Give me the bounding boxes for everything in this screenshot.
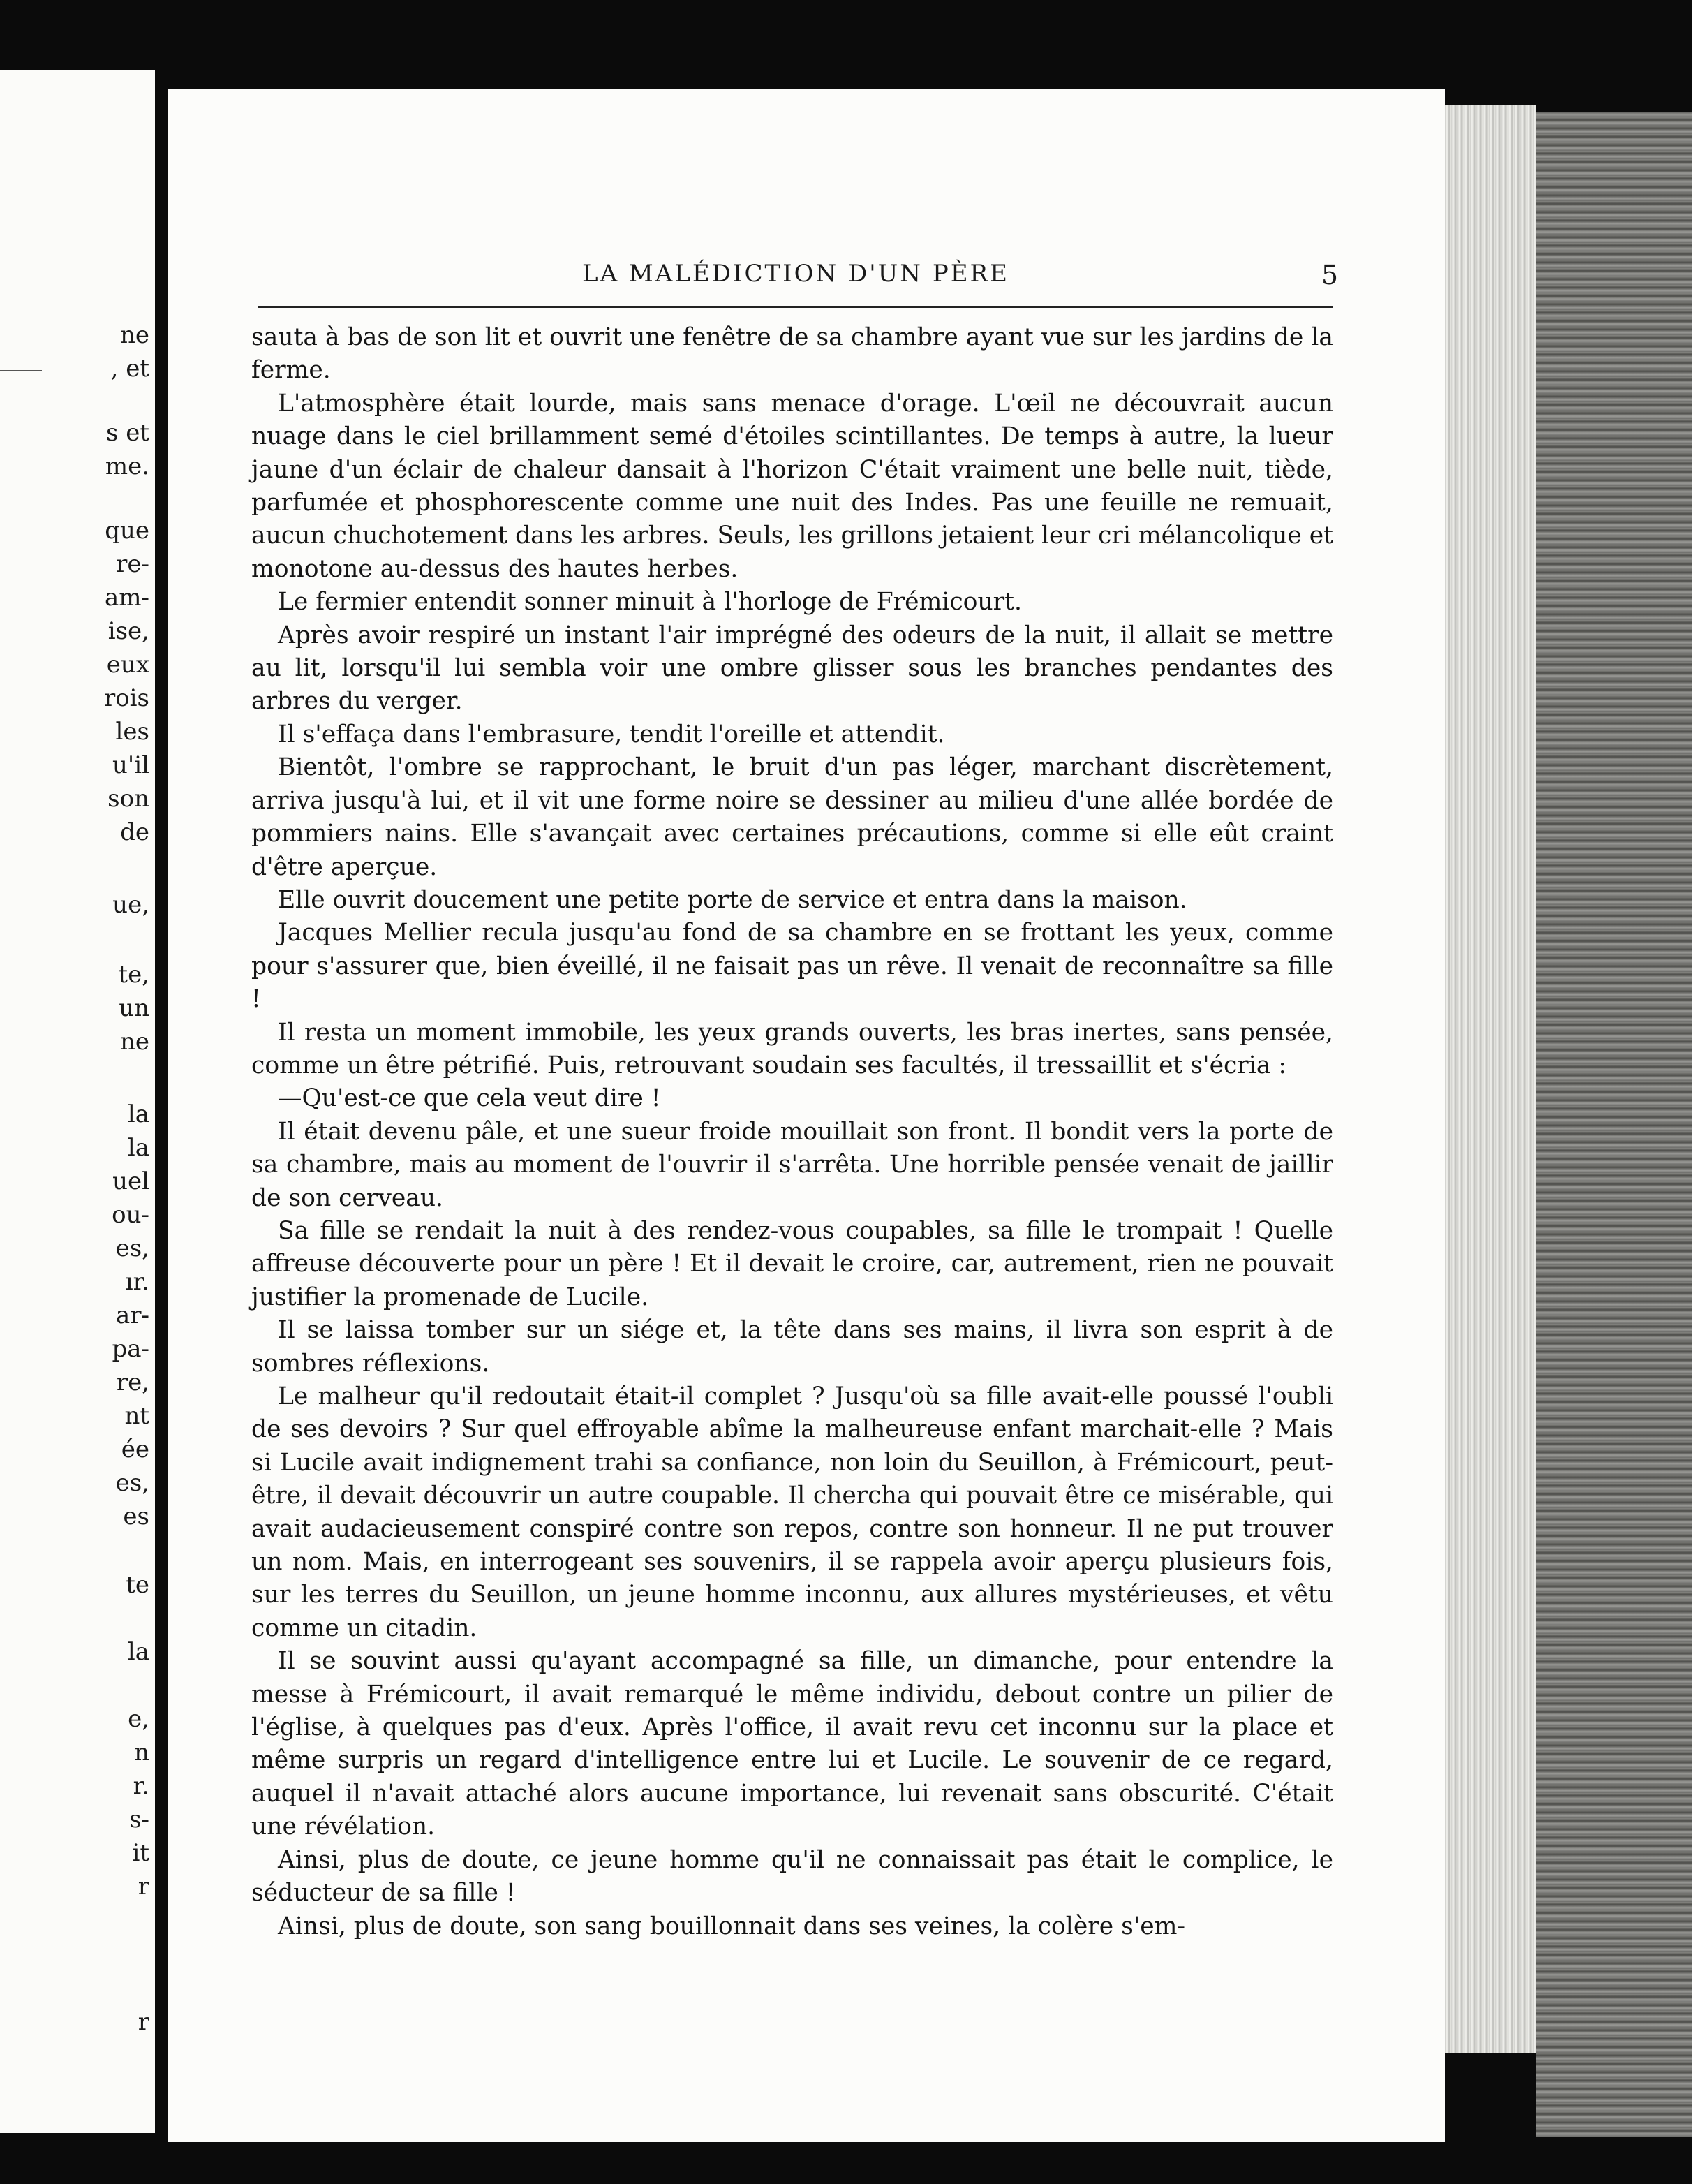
page-number: 5 (1321, 260, 1340, 290)
previous-page-fragment: ır. (125, 1268, 149, 1296)
previous-page-fragment: es, (115, 1469, 149, 1497)
paragraph: Ainsi, plus de doute, ce jeune homme qu'il ne connaissait pas était le complice, le séducteur de sa fille ! (251, 1845, 1333, 1908)
previous-page-fragment: s et (105, 419, 149, 447)
paragraph: Elle ouvrit doucement une petite porte de service et entra dans la maison. (277, 885, 1187, 914)
paragraph: Il se laissa tomber sur un siége et, la tête dans ses mains, il livra son esprit à de sombres réflexions. (251, 1316, 1333, 1378)
previous-page-fragment: r (138, 2008, 149, 2036)
previous-page-fragment: ne (119, 1028, 149, 1056)
running-title: LA MALÉDICTION D'UN PÈRE (582, 260, 1009, 288)
previous-page-fragment: nt (124, 1402, 149, 1430)
previous-page-fragment: u'il (112, 751, 149, 779)
previous-page-fragment: que (105, 517, 149, 545)
page-edges (1445, 105, 1536, 2053)
paragraph: Après avoir respiré un instant l'air imprégné des odeurs de la nuit, il allait se mettre au lit, lorsqu'il lui sembla voir une ombre glisser sous les branches pendantes des arbres du verger. (251, 621, 1333, 716)
previous-page-fragment: te, (118, 961, 149, 989)
previous-page-strip (0, 70, 155, 2133)
previous-page-fragment: ne (119, 321, 149, 349)
paragraph: Le malheur qu'il redoutait était-il complet ? Jusqu'où sa fille avait-elle poussé l'oubli de ses devoirs ? Sur quel effroyable abîme la malheureuse enfant marchait-elle ? Mais si Lucile avait indignement trahi sa confiance, non loin du Seuillon, à Frémicourt, peut-être, il devait découvrir un autre coupable. Il chercha qui pouvait être ce misérable, qui avait audacieusement conspiré contre son repos, contre son honneur. Il ne put trouver un nom. Mais, en interrogeant ses souvenirs, il se rappela avoir aperçu plusieurs fois, sur les terres du Seuillon, un jeune homme inconnu, aux allures mystérieuses, et vêtu comme un citadin. (251, 1382, 1333, 1642)
previous-page-fragment: son (107, 785, 149, 813)
paragraph: sauta à bas de son lit et ouvrit une fenêtre de sa chambre ayant vue sur les jardins de la ferme. (251, 323, 1333, 385)
previous-page-fragment: me. (105, 452, 149, 480)
paragraph: L'atmosphère était lourde, mais sans menace d'orage. L'œil ne découvrait aucun nuage dans le ciel brillamment semé d'étoiles scintillantes. De temps à autre, la lueur jaune d'un éclair de chaleur dansait à l'horizon C'était vraiment une belle nuit, tiède, parfumée et phosphorescente comme une nuit des Indes. Pas une feuille ne remuait, aucun chuchotement dans les arbres. Seuls, les grillons jetaient leur cri mélancolique et monotone au-dessus des hautes herbes. (251, 389, 1333, 583)
previous-page-fragment: uel (112, 1167, 149, 1195)
paragraph: Bientôt, l'ombre se rapprochant, le bruit d'un pas léger, marchant discrètement, arriva jusqu'à lui, et il vit une forme noire se dessiner au milieu d'une allée bordée de pommiers nains. Elle s'avançait avec certaines précautions, comme si elle eût craint d'être aperçue. (251, 753, 1333, 881)
previous-page-fragment: re- (116, 550, 149, 578)
dialogue-paragraph: —Qu'est-ce que cela veut dire ! (277, 1084, 661, 1113)
previous-page-fragment: es, (115, 1234, 149, 1262)
previous-page-fragment: es (123, 1503, 149, 1530)
header-rule (258, 306, 1333, 308)
previous-page-fragment: de (120, 818, 149, 846)
previous-page-fragment: rois (103, 684, 149, 712)
paragraph: Il se souvint aussi qu'ayant accompagné sa fille, un dimanche, pour entendre la messe à Frémicourt, il avait remarqué le même individu, debout contre un pilier de l'église, à quelques pas d'eux. Après l'office, il avait revu cet inconnu sur la place et même surpris un regard d'intelligence entre lui et Lucile. Le souvenir de ce regard, auquel il n'avait attaché alors aucune importance, lui revenait sans obscurité. C'était une révélation. (251, 1647, 1333, 1841)
previous-page-fragment: la (127, 1134, 149, 1162)
previous-page-fragment: ise, (107, 617, 149, 645)
previous-page-fragment: re, (116, 1368, 149, 1396)
previous-page-fragment: les (115, 718, 149, 746)
paragraph: Il resta un moment immobile, les yeux grands ouverts, les bras inertes, sans pensée, comme un être pétrifié. Puis, retrouvant soudain ses facultés, il tressaillit et s'écria : (251, 1018, 1333, 1079)
previous-page-fragment: ar- (115, 1301, 149, 1329)
previous-page-fragment: it (132, 1839, 149, 1867)
previous-page-fragment: la (127, 1638, 149, 1666)
previous-page-fragment: un (119, 994, 149, 1022)
previous-page-fragment: eux (106, 651, 149, 679)
book-cover-edge (1536, 112, 1692, 2137)
previous-page-fragment: pa- (112, 1335, 149, 1363)
previous-page-fragment: , et (110, 355, 149, 383)
previous-page-fragment: e, (128, 1705, 149, 1733)
previous-page-fragment: ou- (112, 1201, 149, 1229)
body-text (251, 321, 1333, 1943)
running-head (251, 260, 1340, 302)
previous-page-fragment: s- (129, 1806, 149, 1833)
previous-page-fragment: r (138, 1873, 149, 1901)
previous-page-fragment: ée (121, 1436, 149, 1463)
previous-page-fragment: n (134, 1739, 149, 1766)
previous-page-fragment: te (126, 1571, 149, 1599)
previous-page-fragment: r. (133, 1772, 149, 1800)
previous-page-rule (0, 370, 42, 371)
paragraph: Il s'effaça dans l'embrasure, tendit l'oreille et attendit. (277, 720, 945, 748)
paragraph: Sa fille se rendait la nuit à des rendez-vous coupables, sa fille le trompait ! Quelle affreuse découverte pour un père ! Et il devait le croire, car, autrement, rien ne pouvait justifier la promenade de Lucile. (251, 1216, 1333, 1311)
paragraph: Le fermier entendit sonner minuit à l'horloge de Frémicourt. (277, 588, 1022, 617)
paragraph: Jacques Mellier recula jusqu'au fond de sa chambre en se frottant les yeux, comme pour s'assurer que, bien éveillé, il ne faisait pas un rêve. Il venait de reconnaître sa fille ! (251, 919, 1333, 1014)
previous-page-fragment: am- (105, 584, 149, 612)
previous-page-fragment: la (127, 1100, 149, 1128)
previous-page-fragment: ue, (112, 891, 149, 919)
paragraph: Ainsi, plus de doute, son sang bouillonnait dans ses veines, la colère s'em- (277, 1912, 1186, 1940)
paragraph: Il était devenu pâle, et une sueur froide mouillait son front. Il bondit vers la porte de sa chambre, mais au moment de l'ouvrir il s'arrêta. Une horrible pensée venait de jaillir de son cerveau. (251, 1117, 1333, 1212)
